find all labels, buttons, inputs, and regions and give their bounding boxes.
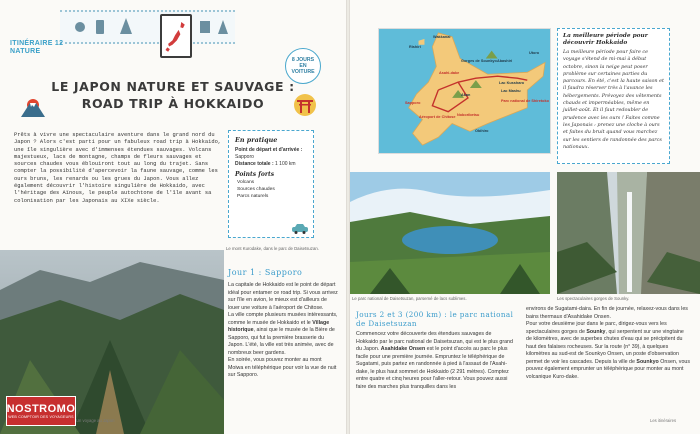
day3-p-a: Pour votre deuxième jour dans le parc, dirigez-vous vers les spectaculaires gorges de xyxy=(526,321,667,335)
day2-3-column-2 xyxy=(526,306,691,381)
page-title xyxy=(48,78,298,112)
highlight-item: Parcs naturels xyxy=(237,194,269,200)
practical-info-box xyxy=(228,130,314,238)
best-period-body: La meilleure période pour faire ce voyage s'étend de mi-mai à début octobre, sinon la neige peut poser problème sur certaines parties du parcours. En été, c'est la haute saison et il faudra réserver très à l'avance les hébergements. Prévoyez des vêtements chauds et imperméables, même en juillet-août. Et il faut redoubler de prudence avec les ours ! Faites comme les Japonais : prenez une cloche à ours et faites du bruit quand vous marchez sur les sentiers de randonnée des parcs nationaux. xyxy=(563,49,664,150)
day1-paragraph-2 xyxy=(228,312,338,357)
lake-photo-image xyxy=(350,172,550,294)
day1-body xyxy=(228,282,338,380)
start-point-label: Point de départ et d'arrivée : xyxy=(235,147,303,153)
japan-outline-icon xyxy=(162,16,190,56)
hokkaido-route-map xyxy=(378,28,551,154)
day1-paragraph-1: La capitale de Hokkaido est le point de départ idéal pour entamer ce road trip. Si vous arrivez sur l'île en avion, le mieux est d'ailleurs de louer une voiture à l'aéroport de Chitose. xyxy=(228,282,338,311)
left-page xyxy=(0,0,346,434)
map-label-akan: Akan xyxy=(461,93,471,97)
map-label-sapporo: Sapporo xyxy=(405,101,421,105)
day2-p1-end: est le point d'accès au parc le plus facile pour une première journée. Empruntez le téléphérique de Sugatami, puis partez en randonnée à pied à l'assaut de l'Asahi-dake, le plus haut sommet de Hokkaido (2 291 mètres). Comptez entre quatre et cinq heures pour l'aller-retour. Vous pouvez aussi faire des marches plus tranquilles dans les xyxy=(356,346,509,390)
day1-p2-start: La ville compte plusieurs musées intéressants, comme le musée de Hokkaido et le xyxy=(228,312,338,326)
logo-name: NOSTROMO xyxy=(6,403,76,415)
itinerary-theme: NATURE xyxy=(10,48,41,55)
day2-3-column-1 xyxy=(356,331,514,391)
day2-3-heading: Jours 2 et 3 (200 km) : le parc national de Daisetsuzan xyxy=(356,310,514,328)
day2-p1-start: Commencez votre découverte des étendues sauvages de Hokkaido par le parc national de Daisetsuzan, qui est le plus grand du Japon. xyxy=(356,331,513,352)
map-label-sounkyo: Gorges de Sounkyo xyxy=(461,59,497,63)
day3-paragraph xyxy=(526,321,691,381)
distance-row xyxy=(235,161,307,168)
historic-village-emphasis: Village historique xyxy=(228,319,330,333)
right-folio: Les itinéraires xyxy=(650,418,677,423)
map-label-shiretoko-park: Parc national de Shiretoko xyxy=(501,99,549,103)
itinerary-label xyxy=(10,40,63,56)
logo-tagline: WEB COMPTOIR DES VOYAGEURS xyxy=(8,415,74,419)
highlights-title: Points forts xyxy=(235,171,275,178)
highlight-item: Sources chaudes xyxy=(237,187,275,193)
map-label-kussharo: Lac Kussharo xyxy=(499,81,525,85)
forest-caption: Le mont Kurodake, dans le parc de Daisetsuzan. xyxy=(226,246,319,251)
nostromo-logo xyxy=(6,396,76,426)
day1-heading: Jour 1 : Sapporo xyxy=(228,268,303,277)
map-label-asahi: Asahi-dake xyxy=(439,71,460,75)
map-label-chitose: Aéroport de Chitose xyxy=(419,115,456,119)
lake-photo xyxy=(350,172,550,294)
title-line-2: ROAD TRIP À HOKKAIDO xyxy=(81,96,265,111)
left-folio: Un voyage au Japon xyxy=(76,418,115,423)
sounkyo-emphasis: Sounkyo xyxy=(636,358,659,365)
practical-title: En pratique xyxy=(235,136,278,144)
asahidake-emphasis: Asahidake Onsen xyxy=(380,346,426,352)
map-label-rishiri: Rishiri xyxy=(409,45,421,49)
day3-p-c: , qui serpentent sur une vingtaine de kilomètres, avec de superbes chutes d'eau qui se précipitent du haut des falaises rocheuses. Sur la route (n° 39), à quelques kilomètres au sud-est de Sounkyo Onsen, un poste d'observation permet de voir les cascades. Depuis la ville de xyxy=(526,328,684,365)
distance-value: 1 100 km xyxy=(275,161,296,167)
start-point-value: Sapporo xyxy=(235,154,254,160)
car-icon xyxy=(291,223,309,234)
title-line-1: LE JAPON NATURE ET SAUVAGE : xyxy=(51,79,295,94)
culture-icons-decoration xyxy=(60,12,235,42)
map-label-wakkanai: Wakkanai xyxy=(433,35,451,39)
gorge-photo-image xyxy=(557,172,700,294)
best-period-title: La meilleure période pour découvrir Hokkaido xyxy=(563,33,648,46)
start-point-row xyxy=(235,147,307,154)
torii-gate-icon xyxy=(292,92,318,118)
map-label-mashu: Lac Mashu xyxy=(501,89,521,93)
highlight-item: Volcans xyxy=(237,180,255,185)
highlights-list xyxy=(235,179,307,201)
itinerary-number: ITINÉRAIRE 12 xyxy=(10,40,64,47)
day2-p2: environs de Sugatami-daira. En fin de journée, relaxez-vous dans les bains thermaux d'Asahidake Onsen. xyxy=(526,306,688,320)
sounky-emphasis: Sounky xyxy=(586,328,606,335)
best-period-box xyxy=(557,28,670,164)
gorge-waterfall-photo xyxy=(557,172,700,294)
map-label-obihiro: Obihiro xyxy=(475,129,489,133)
right-page xyxy=(350,0,700,434)
distance-label: Distance totale : xyxy=(235,161,274,167)
gorge-caption: Les spectaculaires gorges de Sounky. xyxy=(557,296,630,301)
day1-paragraph-3: En soirée, vous pouvez monter au mont Moiwa en téléphérique pour voir la vue de nuit sur Sapporo. xyxy=(228,357,337,378)
day3-p-e: Onsen, vous pouvez également emprunter un téléphérique pour monter au mont volcanique Kuro-dake. xyxy=(526,358,690,380)
map-label-utoro: Utoro xyxy=(529,51,540,55)
hokkaido-map-drawing xyxy=(379,29,550,153)
mount-fuji-icon xyxy=(20,96,46,118)
map-label-abashiri: Abashiri xyxy=(497,59,513,63)
japan-map-card xyxy=(160,14,192,58)
day1-p2-end: , ainsi que le musée de la Bière de Sapporo, qui fut la première brasserie du Japon. L'été, la ville est très animée, avec de nombreux beer gardens. xyxy=(228,327,335,356)
header-ribbon-decoration xyxy=(60,10,235,44)
duration-badge: 8 JOURS EN VOITURE xyxy=(285,48,321,84)
map-label-noboribetsu: Noboribetsu xyxy=(457,113,480,117)
lake-caption: Le parc national de Daisetsuzan, parsemé de lacs sublimes. xyxy=(352,296,467,301)
intro-paragraph: Prêts à vivre une spectaculaire aventure dans le grand nord du Japon ? Alors c'est parti pour un fabuleux road trip à Hokkaido, une île singulière avec d'immenses étendues sauvages. Volcans majestueux, lacs de montagne, champs de fleurs sauvages et sources chaudes vous éblouiront tout au long du trajet. Sans compter la possibilité d'apercevoir la faune sauvage, comme les ours bruns, les renards ou les grues du Japon. Vous allez également découvrir l'histoire singulière de Hokkaido, avec l'héritage des Aïnous, le peuple autochtone de l'île avant sa colonisation par les Japonais au XIXe siècle. xyxy=(14,132,222,204)
